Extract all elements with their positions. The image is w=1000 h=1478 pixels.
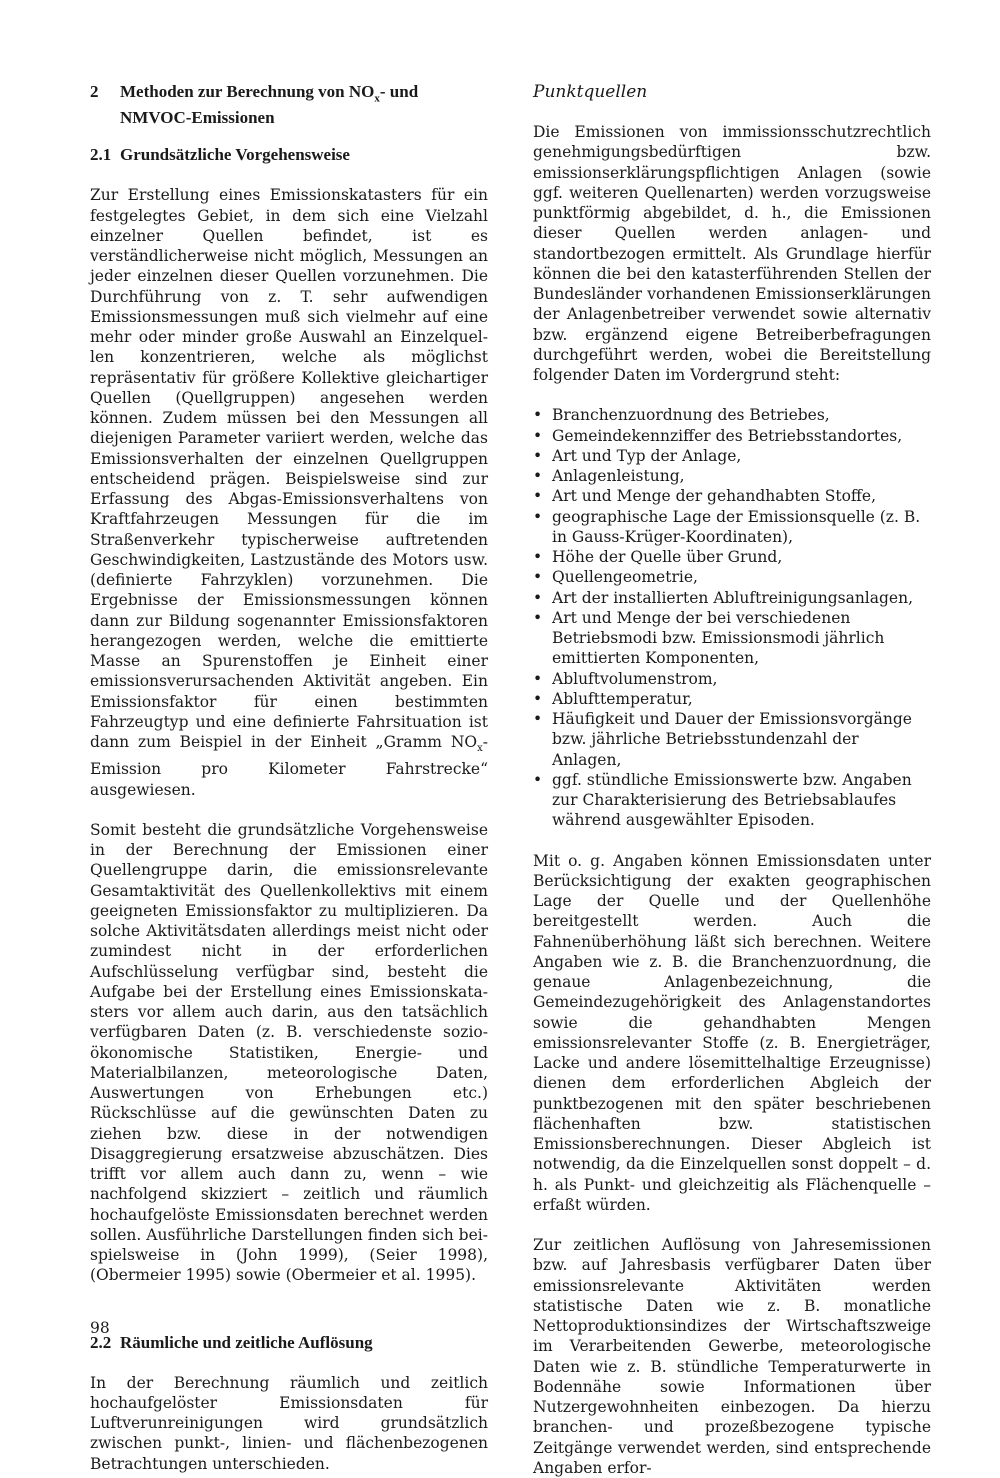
bullet-icon: • <box>533 689 543 708</box>
list-item <box>533 466 931 486</box>
list-item-text: geographische Lage der Emissionsquelle (z. B. in Gauss-Krüger-Koordinaten), <box>552 507 921 546</box>
list-item-text: Höhe der Quelle über Grund, <box>552 548 783 566</box>
paragraph: Somit besteht die grundsätzliche Vorgehensweise in der Berechnung der Emissionen einer Quellengruppe darin, die emissionsrelevante Gesamtaktivität des Quellenkollektivs mit einem geeigneten Emissionsfaktor zu multiplizieren. Da solche Aktivitätsdaten allerdings meist nicht oder zumindest nicht in der erforderlichen Aufschlüsselung verfügbar sind, besteht die Aufgabe bei der Erstellung eines Emissionskatasters vor allem auch darin, aus den tatsächlich verfügbaren Daten (z. B. verschiedenste sozio-ökonomische Statistiken, Energie- und Materialbilanzen, meteorologische Daten, Auswertungen von Erhebungen etc.) Rückschlüsse auf die gewünschten Daten zu ziehen bzw. diese in der notwendigen Disaggregierung ersatzweise abzuschätzen. Dies trifft vor allem auch dann zu, wenn – wie nachfolgend skizziert – zeitlich und räumlich hochaufgelöste Emissionsdaten berechnet werden sollen. Ausführliche Darstellungen finden sich beispielsweise in (John 1999), (Seier 1998), (Obermeier 1995) sowie (Obermeier et al. 1995). <box>90 820 488 1285</box>
list-item-text: Häufigkeit und Dauer der Emissionsvorgänge bzw. jährliche Betriebsstundenzahl der Anlagen, <box>552 710 912 769</box>
bullet-icon: • <box>533 588 543 607</box>
list-item-text: Art und Typ der Anlage, <box>552 446 742 465</box>
list-item <box>533 486 931 506</box>
list-item-text: Abluftvolumenstrom, <box>552 669 718 688</box>
bullet-icon: • <box>533 487 543 506</box>
list-item <box>533 567 931 587</box>
subheading-punktquellen: Punktquellen <box>533 82 648 102</box>
list-item <box>533 689 931 709</box>
paragraph: Mit o. g. Angaben können Emissionsdaten unter Berücksichtigung der exakten geographischen Lage der Quelle und der Quellenhöhe bereitgestellt werden. Auch die Fahnenüberhöhung läßt sich berechnen. Weitere Angaben wie z. B. die Branchenzuordnung, die genaue Anlagenbezeichnung, die Gemeindezugehörigkeit des Anlagenstandortes sowie die gehandhabten Mengen emissionsrelevanter Stoffe (z. B. Energieträger, Lacke und andere lösemittelhaltige Erzeugnisse) dienen dem erforderlichen Abgleich der punktbezogenen mit den später beschriebenen flächenhaften bzw. statistischen Emissionsberechnungen. Dieser Abgleich ist notwendig, da die Einzelquellen sonst doppelt – d. h. als Punkt- und gleichzeitig als Flächenquelle – erfaßt würden. <box>533 851 931 1214</box>
bullet-icon: • <box>533 507 543 526</box>
list-item <box>533 709 931 770</box>
list-item <box>533 446 931 466</box>
bullet-icon: • <box>533 669 543 688</box>
bullet-icon: • <box>533 710 543 728</box>
list-item <box>533 426 931 446</box>
list-item <box>533 669 931 689</box>
subsection-number: 2.2 <box>90 1332 112 1352</box>
bullet-icon: • <box>533 406 543 425</box>
list-item-text: Art und Menge der bei verschiedenen Betriebsmodi bzw. Emissionsmodi jährlich emittierten Komponenten, <box>552 608 885 668</box>
bullet-list <box>533 405 931 830</box>
paragraph: Zur Erstellung eines Emissionskatasters für ein festgelegtes Gebiet, in dem sich eine Vielzahl einzelner Quellen befindet, ist es verständlicherweise nicht möglich, Messungen an jeder einzelnen dieser Quellen vorzunehmen. Die Durchführung von z. T. sehr aufwendigen Emissionsmessungen muß sich vielmehr auf eine mehr oder minder große Auswahl an Einzelquellen konzentrieren, welche als möglichst repräsentativ für größere Kollektive gleichartiger Quellen (Quellgruppen) angesehen werden können. Zudem müssen bei den Messungen all diejenigen Parameter variiert werden, welche das Emissionsverhalten der einzelnen Quellgruppen entscheidend prägen. Beispielsweise sind zur Erfassung des Abgas-Emissionsverhaltens von Kraftfahrzeugen Messungen für die im Straßenverkehr typischerweise auftretenden Geschwindigkeiten, Lastzustände des Motors usw. (definierte Fahrzyklen) vorzunehmen. Die Ergebnisse der Emissionsmessungen können dann zur Bildung sogenannter Emissionsfaktoren herangezogen werden, welche die emittierte Masse an Spurenstoffen je Einheit einer emissionsverursachenden Aktivität angeben. Ein Emissionsfaktor für einen bestimmten Fahrzeugtyp und eine definierte Fahrsituation ist dann zum Beispiel in der Einheit „Gramm $NO_x$-Emission pro Kilometer Fahrstrecke“ ausgewiesen. <box>90 186 488 799</box>
list-item-text: Art der installierten Abluftreinigungsanlagen, <box>552 588 914 607</box>
subsection-title: Räumliche und zeitliche Auflösung <box>120 1332 373 1352</box>
bullet-icon: • <box>533 608 543 627</box>
subsection-heading-2-2 <box>90 1333 488 1353</box>
list-item-text: Gemeindekennziffer des Betriebsstandortes, <box>552 426 903 445</box>
list-item-text: ggf. stündliche Emissionswerte bzw. Angaben zur Charakterisierung des Betriebsablaufes während ausgewählter Episoden. <box>552 770 912 830</box>
bullet-icon: • <box>533 467 543 485</box>
list-item-text: Art und Menge der gehandhabten Stoffe, <box>552 487 877 506</box>
paragraph: In der Berechnung räumlich und zeitlich hochaufgelöster Emissionsdaten für Luftverunreinigungen wird grundsätzlich zwischen punkt-, linien- und flächenbezogenen Betrachtungen unterschieden. <box>90 1373 488 1473</box>
bullet-icon: • <box>533 770 543 789</box>
subsection-title: Grundsätzliche Vorgehensweise <box>120 145 350 165</box>
list-item-text: Anlagenleistung, <box>552 467 685 485</box>
list-item <box>533 405 931 425</box>
subsection-number: 2.1 <box>90 145 112 165</box>
list-item-text: Quellengeometrie, <box>552 568 698 587</box>
paragraph: Zur zeitlichen Auflösung von Jahresemissionen bzw. auf Jahresbasis verfügbarer Daten über emissionsrelevante Aktivitäten werden statistische Daten wie z. B. monatliche Nettoproduktionsindizes der Wirtschaftszweige im Verarbeitenden Gewerbe, meteorologische Daten wie z. B. stündliche Temperaturwerte in Bodennähe sowie Informationen über Nutzergewohnheiten einbezogen. Da hierzu branchen- und prozeßbezogene typische Zeitgänge verwendet werden, sind entsprechende Angaben erfor- <box>533 1236 931 1477</box>
subsection-heading-2-1 <box>90 145 488 165</box>
section-heading-2 <box>90 82 488 128</box>
list-item <box>533 608 931 669</box>
list-item-text: Branchenzuordnung des Betriebes, <box>552 406 830 425</box>
section-title: Methoden zur Berechnung von $NO_x-$ und NMVOC-Emissionen <box>120 82 419 128</box>
bullet-icon: • <box>533 426 543 445</box>
list-item <box>533 770 931 831</box>
left-column <box>90 82 488 1474</box>
list-item <box>533 507 931 548</box>
right-column <box>533 82 931 1478</box>
list-item <box>533 547 931 567</box>
bullet-icon: • <box>533 548 543 566</box>
paragraph: Die Emissionen von immissionsschutzrechtlich genehmigungsbedürftigen bzw. emissionserklärungspflichtigen Anlagen (sowie ggf. weiteren Quellenarten) werden vorzugsweise punktförmig abgebildet, d. h., die Emissionen dieser Quellen werden anlagen- und standortbezogen ermittelt. Als Grundlage hierfür können die bei den katasterführenden Stellen der Bundesländer vorhandenen Emissionserklärungen der Anlagenbetreiber verwendet sowie alternativ bzw. ergänzend eigene Betreiberbefragungen durchgeführt werden, wobei die Bereitstellung folgender Daten im Vordergrund steht: <box>533 123 931 384</box>
bullet-icon: • <box>533 446 543 465</box>
list-item-text: Ablufttemperatur, <box>552 689 693 708</box>
page-number: 98 <box>90 1319 110 1337</box>
list-item <box>533 588 931 608</box>
section-number: 2 <box>90 82 99 101</box>
bullet-icon: • <box>533 568 543 587</box>
